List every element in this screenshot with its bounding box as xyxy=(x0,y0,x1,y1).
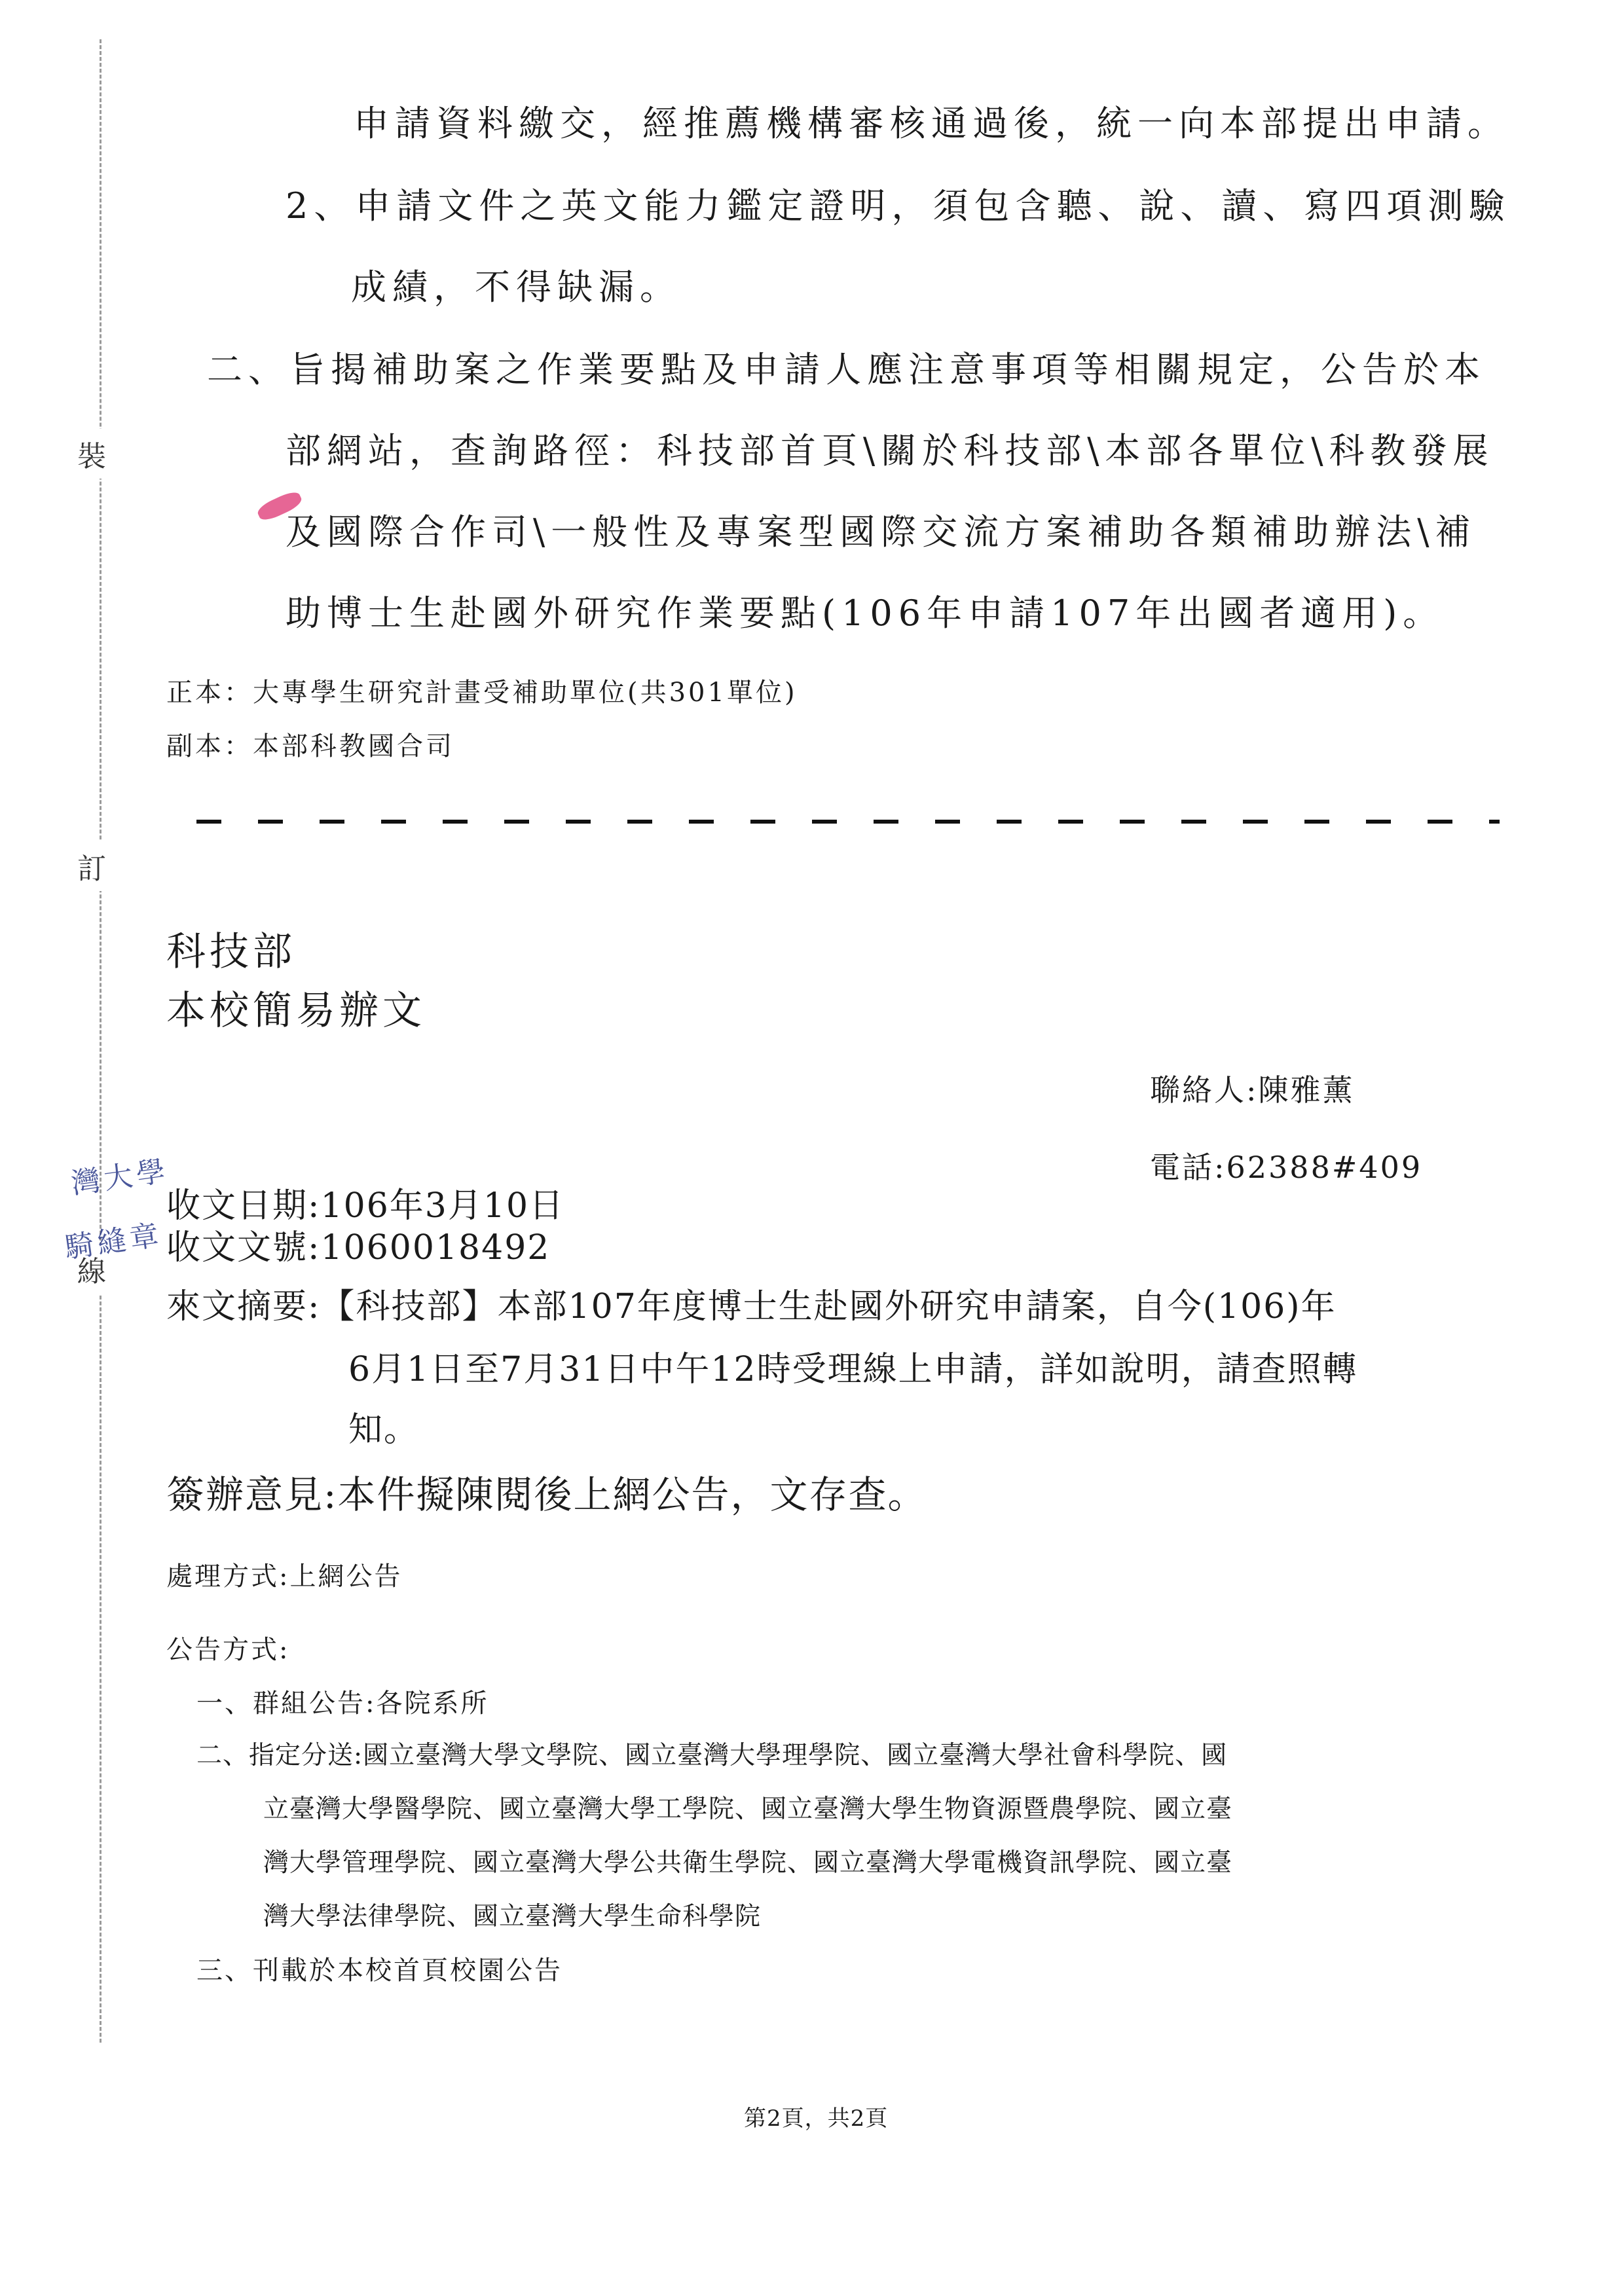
item-2-line-2: 成績，不得缺漏。 xyxy=(351,266,681,308)
page-number: 第2頁，共2頁 xyxy=(744,2105,889,2132)
contact-phone: 電話:62388#409 xyxy=(1150,1150,1423,1185)
announce-item-2-line-3: 灣大學管理學院、國立臺灣大學公共衛生學院、國立臺灣大學電機資訊學院、國立臺 xyxy=(263,1848,1233,1878)
announce-item-3: 三、刊載於本校首頁校園公告 xyxy=(196,1956,563,1986)
seal-stamp-bottom: 騎縫章 xyxy=(62,1218,165,1266)
summary-line-2: 6月1日至7月31日中午12時受理線上申請，詳如說明，請查照轉 xyxy=(348,1350,1358,1389)
form-subtitle: 本校簡易辦文 xyxy=(166,988,426,1034)
announce-item-2-line-1: 二、指定分送:國立臺灣大學文學院、國立臺灣大學理學院、國立臺灣大學社會科學院、國 xyxy=(196,1741,1228,1770)
margin-label-zhuang: 裝 xyxy=(77,429,106,479)
receive-date: 收文日期:106年3月10日 xyxy=(166,1186,565,1226)
summary-line-3: 知。 xyxy=(348,1410,420,1449)
summary-line-1: 來文摘要:【科技部】本部107年度博士生赴國外研究申請案，自今(106)年 xyxy=(166,1287,1337,1326)
receive-number: 收文文號:1060018492 xyxy=(166,1228,551,1267)
section-2-line-2: 部網站，查詢路徑：科技部首頁\關於科技部\本部各單位\科教發展 xyxy=(286,430,1494,471)
form-org-title: 科技部 xyxy=(166,929,296,975)
section-divider xyxy=(196,820,1500,824)
section-2-line-1: 二、旨揭補助案之作業要點及申請人應注意事項等相關規定，公告於本 xyxy=(207,349,1486,390)
section-2-line-3: 及國際合作司\一般性及專案型國際交流方案補助各類補助辦法\補 xyxy=(286,511,1477,553)
item-2-line-1: 2、申請文件之英文能力鑑定證明，須包含聽、說、讀、寫四項測驗 xyxy=(286,185,1511,227)
body-line-1: 申請資料繳交，經推薦機構審核通過後，統一向本部提出申請。 xyxy=(354,103,1509,144)
section-2-line-4: 助博士生赴國外研究作業要點(106年申請107年出國者適用)。 xyxy=(286,592,1445,634)
contact-person: 聯絡人:陳雅薰 xyxy=(1150,1072,1355,1108)
margin-label-ding: 訂 xyxy=(77,841,106,891)
seal-stamp-top: 灣大學 xyxy=(69,1154,172,1201)
margin-label-xian: 線 xyxy=(77,1244,106,1294)
distribution-original: 正本：大專學生研究計畫受補助單位(共301單位) xyxy=(166,678,798,708)
binding-dashed-line xyxy=(100,39,101,2043)
announce-item-1: 一、群組公告:各院系所 xyxy=(196,1688,489,1719)
announce-item-2-line-2: 立臺灣大學醫學院、國立臺灣大學工學院、國立臺灣大學生物資源暨農學院、國立臺 xyxy=(263,1795,1233,1824)
processing-method: 處理方式:上網公告 xyxy=(166,1561,403,1592)
distribution-copy: 副本：本部科教國合司 xyxy=(166,731,454,761)
announce-item-2-line-4: 灣大學法律學院、國立臺灣大學生命科學院 xyxy=(263,1902,762,1931)
signing-opinion: 簽辦意見:本件擬陳閱後上網公告，文存查。 xyxy=(166,1472,927,1517)
announce-title: 公告方式: xyxy=(166,1635,290,1665)
